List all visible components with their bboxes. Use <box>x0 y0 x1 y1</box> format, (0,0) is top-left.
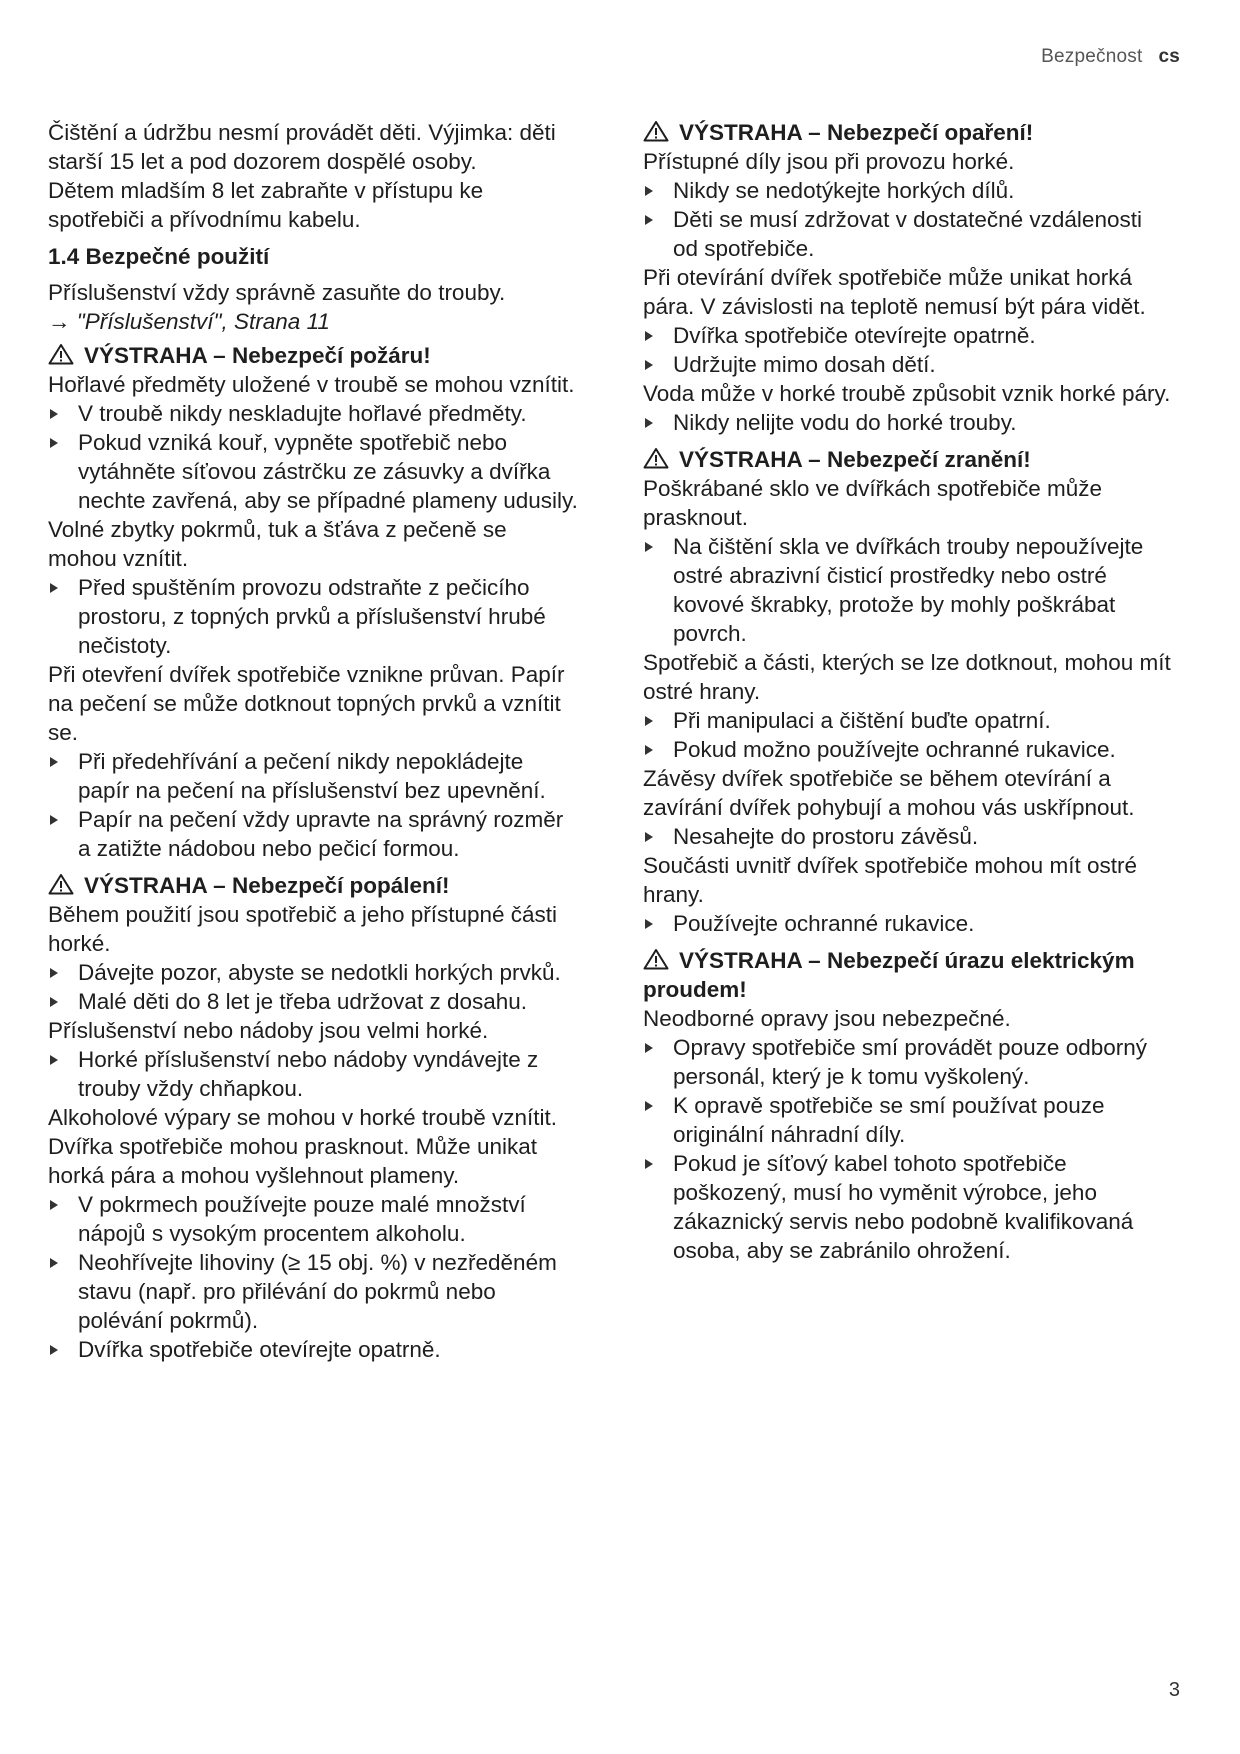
bullet-arrow-icon <box>50 583 58 593</box>
list-item: Děti se musí zdržovat v dostatečné vzdálenosti od spotřebiče. <box>643 205 1173 263</box>
warning-list <box>643 176 1173 263</box>
warning-list <box>48 573 578 660</box>
header-language: cs <box>1158 46 1180 67</box>
warning-triangle-icon <box>643 120 669 142</box>
section-heading: 1.4 Bezpečné použití <box>48 244 270 269</box>
header-section: Bezpečnost <box>1041 46 1143 67</box>
bullet-arrow-icon <box>645 186 653 196</box>
list-item: Dvířka spotřebiče otevírejte opatrně. <box>48 1335 578 1364</box>
bullet-arrow-icon <box>645 542 653 552</box>
warning-list <box>643 822 1173 851</box>
warning-text: Spotřebič a části, kterých se lze dotknout, mohou mít ostré hrany. <box>643 650 1171 704</box>
bullet-arrow-icon <box>645 1159 653 1169</box>
list-item: Na čištění skla ve dvířkách trouby nepoužívejte ostré abrazivní čisticí prostředky nebo ostré kovové škrabky, protože by mohly poškrábat povrch. <box>643 532 1173 648</box>
warning-text: Závěsy dvířek spotřebiče se během otevírání a zavírání dvířek pohybují a mohou vás uskřípnout. <box>643 766 1135 820</box>
list-item: K opravě spotřebiče se smí používat pouze originální náhradní díly. <box>643 1091 1173 1149</box>
warning-list <box>643 321 1173 379</box>
bullet-arrow-icon <box>645 331 653 341</box>
list-item: Dávejte pozor, abyste se nedotkli horkých prvků. <box>48 958 578 987</box>
list-item: Při předehřívání a pečení nikdy nepokládejte papír na pečení na příslušenství bez upevnění. <box>48 747 578 805</box>
bullet-arrow-icon <box>645 745 653 755</box>
warning-text: Volné zbytky pokrmů, tuk a šťáva z pečeně se mohou vznítit. <box>48 517 507 571</box>
bullet-arrow-icon <box>645 716 653 726</box>
warning-title-text: VÝSTRAHA – Nebezpečí opaření! <box>679 120 1034 145</box>
list-item: V troubě nikdy neskladujte hořlavé předměty. <box>48 399 578 428</box>
warning-title-text: VÝSTRAHA – Nebezpečí úrazu elektrickým proudem! <box>643 948 1135 1002</box>
bullet-arrow-icon <box>645 215 653 225</box>
warning-list <box>48 399 578 515</box>
warning-title-fire <box>48 341 578 370</box>
warning-text: Při otevření dvířek spotřebiče vznikne průvan. Papír na pečení se může dotknout topných prvků a vznítit se. <box>48 662 565 745</box>
warning-list <box>48 1190 578 1364</box>
warning-list <box>48 1045 578 1103</box>
list-item: Pokud je síťový kabel tohoto spotřebiče poškozený, musí ho vyměnit výrobce, jeho zákaznický servis nebo podobně kvalifikovaná osoba, aby se zabránilo ohrožení. <box>643 1149 1173 1265</box>
warning-text: Voda může v horké troubě způsobit vznik horké páry. <box>643 381 1171 406</box>
list-item: Používejte ochranné rukavice. <box>643 909 1173 938</box>
page-number: 3 <box>1168 1679 1180 1701</box>
warning-title-injury <box>643 445 1173 474</box>
warning-list <box>48 747 578 863</box>
warning-text: Přístupné díly jsou při provozu horké. <box>643 149 1015 174</box>
list-item: Papír na pečení vždy upravte na správný rozměr a zatižte nádobou nebo pečicí formou. <box>48 805 578 863</box>
bullet-arrow-icon <box>645 360 653 370</box>
warning-triangle-icon <box>48 873 74 895</box>
warning-list <box>643 408 1173 437</box>
list-item: Udržujte mimo dosah dětí. <box>643 350 1173 379</box>
warning-text: Alkoholové výpary se mohou v horké troubě vznítit. Dvířka spotřebiče mohou prasknout. Může unikat horká pára a mohou vyšlehnout plameny. <box>48 1105 558 1188</box>
warning-list <box>643 909 1173 938</box>
bullet-arrow-icon <box>50 757 58 767</box>
intro-paragraph: Čištění a údržbu nesmí provádět děti. Výjimka: děti starší 15 let a pod dozorem dospělé osoby. <box>48 120 556 174</box>
warning-text: Poškrábané sklo ve dvířkách spotřebiče může prasknout. <box>643 476 1102 530</box>
warning-triangle-icon <box>643 447 669 469</box>
warning-text: Neodborné opravy jsou nebezpečné. <box>643 1006 1011 1031</box>
bullet-arrow-icon <box>645 919 653 929</box>
bullet-arrow-icon <box>50 1200 58 1210</box>
warning-title-burn <box>48 871 578 900</box>
bullet-arrow-icon <box>645 1043 653 1053</box>
bullet-arrow-icon <box>50 409 58 419</box>
list-item: Horké příslušenství nebo nádoby vyndávejte z trouby vždy chňapkou. <box>48 1045 578 1103</box>
list-item: Malé děti do 8 let je třeba udržovat z dosahu. <box>48 987 578 1016</box>
list-item: Nikdy nelijte vodu do horké trouby. <box>643 408 1173 437</box>
bullet-arrow-icon <box>50 1055 58 1065</box>
warning-title-text: VÝSTRAHA – Nebezpečí požáru! <box>84 343 431 368</box>
bullet-arrow-icon <box>50 815 58 825</box>
list-item: Pokud možno používejte ochranné rukavice. <box>643 735 1173 764</box>
list-item: Dvířka spotřebiče otevírejte opatrně. <box>643 321 1173 350</box>
list-item: Nesahejte do prostoru závěsů. <box>643 822 1173 851</box>
bullet-arrow-icon <box>50 1345 58 1355</box>
list-item: Neohřívejte lihoviny (≥ 15 obj. %) v nezředěném stavu (např. pro přilévání do pokrmů nebo polévání pokrmů). <box>48 1248 578 1335</box>
warning-text: Během použití jsou spotřebič a jeho přístupné části horké. <box>48 902 558 956</box>
bullet-arrow-icon <box>645 1101 653 1111</box>
warning-title-electric <box>643 946 1173 1004</box>
warning-title-text: VÝSTRAHA – Nebezpečí popálení! <box>84 873 450 898</box>
list-item: Nikdy se nedotýkejte horkých dílů. <box>643 176 1173 205</box>
list-item: Pokud vzniká kouř, vypněte spotřebič nebo vytáhněte síťovou zástrčku ze zásuvky a dvířka nechte zavřená, aby se případné plameny udusily. <box>48 428 578 515</box>
list-item: Při manipulaci a čištění buďte opatrní. <box>643 706 1173 735</box>
bullet-arrow-icon <box>645 418 653 428</box>
bullet-arrow-icon <box>50 1258 58 1268</box>
list-item: V pokrmech používejte pouze malé množství nápojů s vysokým procentem alkoholu. <box>48 1190 578 1248</box>
left-column <box>48 118 578 1364</box>
warning-title-scald <box>643 118 1173 147</box>
warning-text: Hořlavé předměty uložené v troubě se mohou vznítit. <box>48 372 575 397</box>
bullet-arrow-icon <box>50 997 58 1007</box>
list-item: Před spuštěním provozu odstraňte z pečicího prostoru, z topných prvků a příslušenství hrubé nečistoty. <box>48 573 578 660</box>
warning-title-text: VÝSTRAHA – Nebezpečí zranění! <box>679 447 1031 472</box>
intro-paragraph: Dětem mladším 8 let zabraňte v přístupu ke spotřebiči a přívodnímu kabelu. <box>48 178 484 232</box>
warning-list <box>48 958 578 1016</box>
page-header <box>1041 46 1180 68</box>
warning-list <box>643 1033 1173 1265</box>
warning-list <box>643 532 1173 648</box>
warning-text: Součásti uvnitř dvířek spotřebiče mohou mít ostré hrany. <box>643 853 1137 907</box>
warning-triangle-icon <box>643 948 669 970</box>
warning-text: Příslušenství nebo nádoby jsou velmi horké. <box>48 1018 489 1043</box>
bullet-arrow-icon <box>645 832 653 842</box>
cross-reference: → "Příslušenství", Strana 11 <box>48 309 330 334</box>
bullet-arrow-icon <box>50 438 58 448</box>
warning-list <box>643 706 1173 764</box>
warning-text: Při otevírání dvířek spotřebiče může unikat horká pára. V závislosti na teplotě nemusí být pára vidět. <box>643 265 1146 319</box>
section-text: Příslušenství vždy správně zasuňte do trouby. <box>48 280 506 305</box>
right-column <box>643 118 1173 1265</box>
list-item: Opravy spotřebiče smí provádět pouze odborný personál, který je k tomu vyškolený. <box>643 1033 1173 1091</box>
bullet-arrow-icon <box>50 968 58 978</box>
warning-triangle-icon <box>48 343 74 365</box>
